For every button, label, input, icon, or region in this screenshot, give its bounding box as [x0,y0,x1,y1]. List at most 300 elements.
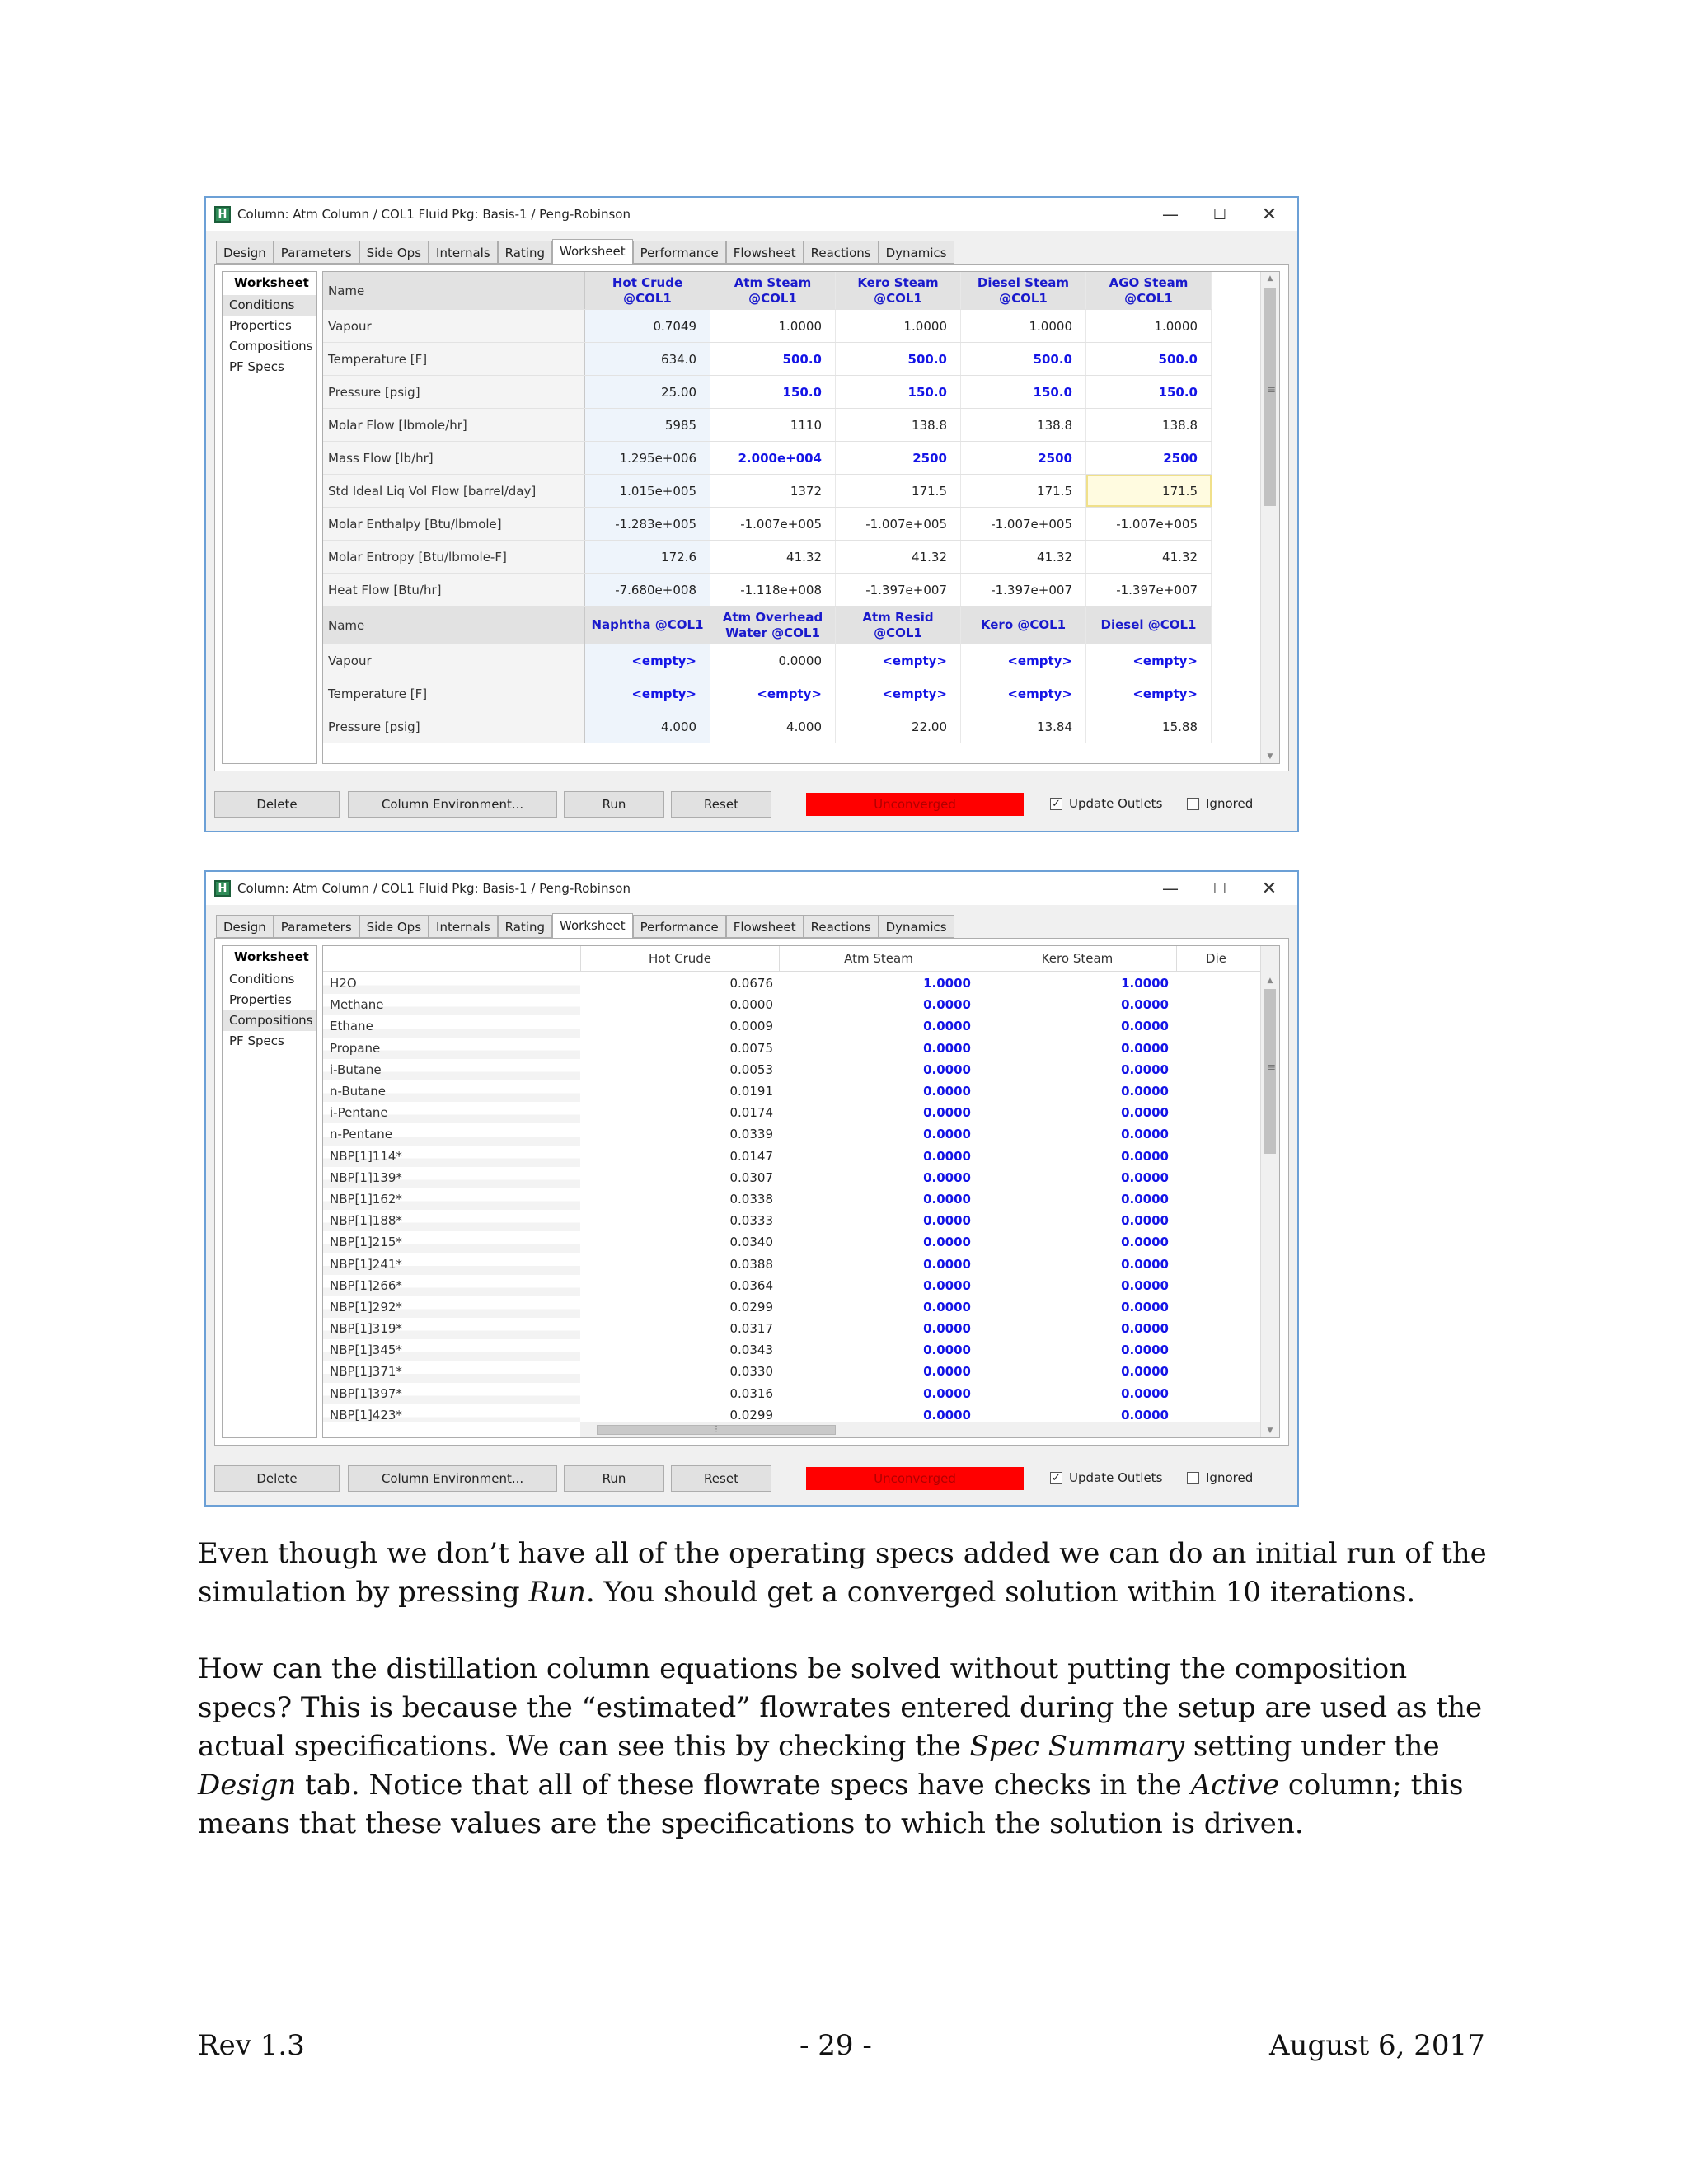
run-button[interactable]: Run [564,791,664,818]
compositions-header [323,946,1261,972]
value-cell[interactable]: 25.00 [585,376,710,408]
component-name: NBP[1]319* [323,1318,580,1339]
tab-rating[interactable]: Rating [498,241,552,264]
mole-fraction-cell[interactable]: 0.0340 [729,1235,773,1250]
nav-item-conditions[interactable]: Conditions [229,972,295,987]
table-row [323,644,1212,677]
ignored-checkbox[interactable] [1187,1470,1253,1485]
mole-fraction-cell[interactable]: 0.0000 [923,1105,971,1121]
hysys-app-icon: H [214,206,231,223]
mole-fraction-cell[interactable]: 0.0000 [1121,1191,1169,1207]
emphasis-design: Design [198,1769,297,1802]
value-cell[interactable]: -7.680e+008 [585,574,710,606]
mole-fraction-cell[interactable]: 0.0333 [729,1213,773,1229]
update-outlets-checkbox[interactable] [1050,796,1162,811]
horizontal-scroll-thumb[interactable]: ⋮ [597,1425,836,1435]
tab-performance[interactable]: Performance [633,241,726,264]
header-name-label: Name [323,272,585,309]
tab-flowsheet[interactable]: Flowsheet [726,915,804,938]
table-row [323,508,1212,541]
value-cell[interactable]: 2500 [1086,442,1212,474]
row-label: Std Ideal Liq Vol Flow [barrel/day] [323,475,585,507]
scroll-grip-icon: ≡ [1267,1062,1276,1074]
button-bar [214,791,1289,819]
vertical-scrollbar[interactable] [1260,272,1279,763]
mole-fraction-cell[interactable]: 0.0000 [923,1407,971,1422]
composition-row [323,1275,1261,1296]
status-badge: Unconverged [806,793,1024,816]
tab-flowsheet[interactable]: Flowsheet [726,241,804,264]
mole-fraction-cell[interactable]: 0.0338 [729,1191,773,1207]
mole-fraction-cell[interactable]: 0.0299 [729,1299,773,1315]
conditions-grid[interactable] [322,271,1280,764]
footer-page-number: - 29 - [799,2029,872,2062]
component-name: NBP[1]345* [323,1339,580,1361]
mole-fraction-cell[interactable]: 0.0316 [729,1385,773,1401]
mole-fraction-cell[interactable]: 0.0000 [1121,1213,1169,1229]
value-cell[interactable]: <empty> [961,644,1086,677]
ignored-label: Ignored [1206,796,1254,811]
mole-fraction-cell[interactable]: 0.0191 [729,1084,773,1099]
mole-fraction-cell[interactable]: 0.0000 [923,1256,971,1272]
nav-item-properties[interactable]: Properties [229,992,292,1007]
nav-header: Worksheet [234,275,309,290]
hysys-app-icon: H [214,880,231,897]
nav-item-compositions[interactable]: Compositions [229,339,313,354]
empty-checkbox-icon [1187,798,1199,810]
mole-fraction-cell[interactable]: 0.0000 [1121,1019,1169,1034]
component-name: Methane [323,994,580,1015]
scroll-thumb[interactable] [1264,288,1276,506]
mole-fraction-cell[interactable]: 0.0000 [1121,1235,1169,1250]
vertical-scrollbar[interactable] [1260,946,1279,1437]
window-title: Column: Atm Column / COL1 Fluid Pkg: Basis-1 / Peng-Robinson [237,881,631,896]
value-cell[interactable]: -1.397e+007 [836,574,961,606]
mole-fraction-cell[interactable]: 0.0000 [1121,1343,1169,1358]
table-row [323,574,1212,607]
component-name: n-Butane [323,1080,580,1102]
tab-strip [216,913,954,938]
value-cell[interactable]: 171.5 [961,475,1086,507]
component-name: NBP[1]215* [323,1231,580,1253]
value-cell[interactable]: 138.8 [836,409,961,441]
composition-row [323,972,1261,994]
table-row [323,710,1212,743]
composition-row [323,1318,1261,1339]
table-row [323,376,1212,409]
horizontal-scrollbar[interactable] [580,1422,1261,1437]
paragraph-spec-explanation [198,1650,1500,1844]
value-cell[interactable]: -1.397e+007 [1086,574,1212,606]
mole-fraction-cell[interactable]: 0.0339 [729,1127,773,1142]
table-row [323,541,1212,574]
tab-design[interactable]: Design [216,915,274,938]
table-row [323,677,1212,710]
worksheet-nav [222,271,317,764]
mole-fraction-cell[interactable]: 0.0000 [923,1364,971,1380]
tab-parameters[interactable]: Parameters [274,915,359,938]
mole-fraction-cell[interactable]: 0.0000 [1121,1040,1169,1056]
component-name: NBP[1]371* [323,1361,580,1382]
component-name: i-Pentane [323,1102,580,1123]
stream-column-header[interactable]: Atm Steam @COL1 [710,272,836,309]
component-name: NBP[1]114* [323,1146,580,1167]
value-cell[interactable]: 2500 [836,442,961,474]
nav-header: Worksheet [234,949,309,964]
nav-item-pf-specs[interactable]: PF Specs [229,359,284,374]
value-cell[interactable]: 13.84 [961,710,1086,743]
value-cell[interactable]: 2500 [961,442,1086,474]
mole-fraction-cell[interactable]: 0.0053 [729,1062,773,1077]
component-name: NBP[1]266* [323,1275,580,1296]
column-environment-button[interactable]: Column Environment... [348,1465,557,1492]
mole-fraction-cell[interactable]: 0.0364 [729,1277,773,1293]
mole-fraction-cell[interactable]: 0.0000 [923,1235,971,1250]
value-cell[interactable]: 4.000 [585,710,710,743]
mole-fraction-cell[interactable]: 0.0000 [923,1019,971,1034]
close-icon[interactable]: ✕ [1261,204,1278,225]
component-name: NBP[1]162* [323,1188,580,1210]
row-label: Temperature [F] [323,677,585,710]
mole-fraction-cell[interactable]: 0.0000 [923,1321,971,1337]
table-header-row [323,272,1212,310]
worksheet-nav [222,945,317,1438]
emphasis-active: Active [1190,1769,1280,1802]
stream-column-header[interactable]: Kero Steam @COL1 [836,272,961,309]
mole-fraction-cell[interactable]: 0.0000 [923,1062,971,1077]
mole-fraction-cell[interactable]: 0.0000 [923,1277,971,1293]
tab-rating[interactable]: Rating [498,915,552,938]
tab-performance[interactable]: Performance [633,915,726,938]
update-outlets-label: Update Outlets [1069,1470,1163,1485]
composition-row [323,1361,1261,1382]
minimize-icon[interactable]: — [1162,204,1179,224]
table-row [323,343,1212,376]
component-name: NBP[1]423* [323,1404,580,1422]
value-cell[interactable]: -1.007e+005 [961,508,1086,540]
scroll-grip-icon: ≡ [1267,384,1276,396]
mole-fraction-cell[interactable]: 0.0000 [1121,1148,1169,1164]
stream-column-header[interactable]: Kero @COL1 [961,607,1086,644]
mole-fraction-cell[interactable]: 0.0000 [923,997,971,1013]
table-header-row [323,607,1212,644]
value-cell[interactable]: -1.007e+005 [710,508,836,540]
checkmark-icon: ✓ [1050,798,1062,810]
conditions-table [323,272,1212,743]
component-name: n-Pentane [323,1123,580,1145]
mole-fraction-cell[interactable]: 0.0000 [923,1148,971,1164]
minimize-icon[interactable]: — [1162,879,1179,898]
value-cell[interactable]: -1.397e+007 [961,574,1086,606]
mole-fraction-cell[interactable]: 0.0000 [923,1084,971,1099]
tab-design[interactable]: Design [216,241,274,264]
mole-fraction-cell[interactable]: 0.0000 [1121,1299,1169,1315]
value-cell[interactable]: <empty> [585,677,710,710]
column-window-compositions [204,870,1299,1507]
value-cell[interactable]: 172.6 [585,541,710,573]
title-bar [206,198,1297,231]
run-button[interactable]: Run [564,1465,664,1492]
mole-fraction-cell[interactable]: 1.0000 [923,976,971,991]
mole-fraction-cell[interactable]: 0.0075 [729,1040,773,1056]
row-label: Pressure [psig] [323,710,585,743]
scroll-down-icon[interactable]: ▼ [1267,1427,1273,1435]
value-cell[interactable]: 634.0 [585,343,710,375]
delete-button[interactable]: Delete [214,1465,340,1492]
value-cell[interactable]: 15.88 [1086,710,1212,743]
table-row [323,442,1212,475]
mole-fraction-cell[interactable]: 0.0343 [729,1343,773,1358]
value-cell[interactable]: 150.0 [836,376,961,408]
paragraph-text: How can the distillation column equations be solved without putting the composition specs? This is because the “estimated” flowrates entered during the setup are used as the actual specifications. We can see this by checking the [198,1652,1483,1763]
mole-fraction-cell[interactable]: 0.0299 [729,1407,773,1422]
footer-date: August 6, 2017 [1269,2029,1485,2062]
stream-column-header[interactable]: Diesel Steam @COL1 [961,272,1086,309]
composition-row [323,1188,1261,1210]
mole-fraction-cell[interactable]: 0.0000 [1121,1062,1169,1077]
value-cell[interactable]: 1.0000 [836,310,961,342]
stream-column-header[interactable]: Hot Crude @COL1 [585,272,710,309]
tab-reactions[interactable]: Reactions [804,915,879,938]
compositions-table [323,972,1261,1422]
mole-fraction-cell[interactable]: 0.0000 [923,1385,971,1401]
value-cell[interactable]: <empty> [1086,644,1212,677]
mole-fraction-cell[interactable]: 0.0000 [1121,1169,1169,1185]
value-cell[interactable]: 150.0 [710,376,836,408]
composition-row [323,1383,1261,1404]
mole-fraction-cell[interactable]: 0.0174 [729,1105,773,1121]
value-cell[interactable]: 150.0 [1086,376,1212,408]
mole-fraction-cell[interactable]: 0.0000 [1121,1321,1169,1337]
component-name: NBP[1]139* [323,1167,580,1188]
tab-strip [216,239,954,264]
maximize-icon[interactable]: ☐ [1212,879,1227,898]
mole-fraction-cell[interactable]: 0.0676 [729,976,773,991]
scroll-up-icon[interactable]: ▲ [1267,977,1273,985]
value-cell[interactable]: 500.0 [1086,343,1212,375]
value-cell[interactable]: 1110 [710,409,836,441]
value-cell[interactable]: 1.0000 [961,310,1086,342]
mole-fraction-cell[interactable]: 0.0307 [729,1169,773,1185]
paragraph-run [198,1535,1500,1612]
column-window-conditions [204,196,1299,832]
emphasis-run: Run [528,1576,586,1609]
tab-internals[interactable]: Internals [429,241,498,264]
value-cell[interactable]: <empty> [836,644,961,677]
composition-row [323,1015,1261,1037]
mole-fraction-cell[interactable]: 0.0388 [729,1256,773,1272]
value-cell[interactable]: 1.0000 [710,310,836,342]
nav-item-conditions[interactable]: Conditions [223,295,316,316]
mole-fraction-cell[interactable]: 0.0000 [1121,1127,1169,1142]
update-outlets-checkbox[interactable] [1050,1470,1162,1485]
row-label: Molar Enthalpy [Btu/lbmole] [323,508,585,540]
component-name: Propane [323,1038,580,1059]
paragraph-text: setting under the [1184,1730,1440,1763]
composition-row [323,1167,1261,1188]
mole-fraction-cell[interactable]: 1.0000 [1121,976,1169,991]
value-cell[interactable]: <empty> [710,677,836,710]
tab-worksheet[interactable]: Worksheet [552,913,633,940]
value-cell[interactable]: -1.007e+005 [1086,508,1212,540]
mole-fraction-cell[interactable]: 0.0000 [1121,1105,1169,1121]
mole-fraction-cell[interactable]: 0.0317 [729,1321,773,1337]
value-cell[interactable]: 0.0000 [710,644,836,677]
value-cell[interactable]: 138.8 [1086,409,1212,441]
mole-fraction-cell[interactable]: 0.0000 [1121,1084,1169,1099]
mole-fraction-cell[interactable]: 0.0000 [1121,1407,1169,1422]
button-bar [214,1465,1289,1493]
column-environment-button[interactable]: Column Environment... [348,791,557,818]
value-cell[interactable]: 171.5 [1086,475,1212,507]
value-cell[interactable]: 1372 [710,475,836,507]
paragraph-text: column; this means that these values are the specifications to which the solution is driven. [198,1769,1464,1840]
composition-row [323,1059,1261,1080]
component-name: NBP[1]292* [323,1296,580,1318]
tab-parameters[interactable]: Parameters [274,241,359,264]
composition-row [323,1339,1261,1361]
stream-column-header[interactable]: Diesel @COL1 [1086,607,1212,644]
mole-fraction-cell[interactable]: 0.0000 [923,1127,971,1142]
ignored-label: Ignored [1206,1470,1254,1485]
compositions-grid[interactable] [322,945,1280,1438]
value-cell[interactable]: 41.32 [961,541,1086,573]
status-badge: Unconverged [806,1467,1024,1490]
composition-row [323,1102,1261,1123]
value-cell[interactable]: -1.283e+005 [585,508,710,540]
composition-row [323,1231,1261,1253]
component-name: H2O [323,972,580,994]
mole-fraction-cell[interactable]: 0.0000 [729,997,773,1013]
scroll-down-icon[interactable]: ▼ [1267,752,1273,761]
empty-checkbox-icon [1187,1472,1199,1484]
checkmark-icon: ✓ [1050,1472,1062,1484]
reset-button[interactable]: Reset [671,1465,771,1492]
composition-row [323,994,1261,1015]
row-label: Vapour [323,644,585,677]
composition-row [323,1296,1261,1318]
value-cell[interactable]: 171.5 [836,475,961,507]
paragraph-text: Even though we don’t have all of the operating specs added we can do an initial run of the simulation by pressing [198,1537,1487,1609]
value-cell[interactable]: 5985 [585,409,710,441]
nav-item-pf-specs[interactable]: PF Specs [229,1033,284,1048]
mole-fraction-cell[interactable]: 0.0000 [923,1299,971,1315]
row-label: Pressure [psig] [323,376,585,408]
row-label: Vapour [323,310,585,342]
value-cell[interactable]: 1.015e+005 [585,475,710,507]
column-header-hot-crude: Hot Crude [581,946,780,971]
reset-button[interactable]: Reset [671,791,771,818]
nav-item-compositions[interactable]: Compositions [223,1010,316,1031]
maximize-icon[interactable]: ☐ [1212,205,1227,223]
tab-dynamics[interactable]: Dynamics [879,915,954,938]
table-row [323,310,1212,343]
ignored-checkbox[interactable] [1187,796,1253,811]
value-cell[interactable]: 41.32 [1086,541,1212,573]
emphasis-spec-summary: Spec Summary [969,1730,1185,1763]
value-cell[interactable]: 4.000 [710,710,836,743]
row-label: Heat Flow [Btu/hr] [323,574,585,606]
stream-column-header[interactable]: AGO Steam @COL1 [1086,272,1212,309]
nav-item-properties[interactable]: Properties [229,318,292,333]
composition-row [323,1080,1261,1102]
value-cell[interactable]: <empty> [585,644,710,677]
footer-revision: Rev 1.3 [198,2029,305,2062]
value-cell[interactable]: 2.000e+004 [710,442,836,474]
mole-fraction-cell[interactable]: 0.0000 [923,1169,971,1185]
tab-worksheet[interactable]: Worksheet [552,239,633,265]
stream-column-header[interactable]: Atm Overhead Water @COL1 [710,607,836,644]
value-cell[interactable]: <empty> [836,677,961,710]
mole-fraction-cell[interactable]: 0.0000 [1121,1364,1169,1380]
tab-internals[interactable]: Internals [429,915,498,938]
tab-reactions[interactable]: Reactions [804,241,879,264]
close-icon[interactable]: ✕ [1261,878,1278,899]
mole-fraction-cell[interactable]: 0.0000 [923,1191,971,1207]
tab-side-ops[interactable]: Side Ops [359,241,429,264]
value-cell[interactable]: 22.00 [836,710,961,743]
component-name: i-Butane [323,1059,580,1080]
mole-fraction-cell[interactable]: 0.0000 [1121,1277,1169,1293]
value-cell[interactable]: -1.007e+005 [836,508,961,540]
header-blank [323,946,581,971]
worksheet-panel [214,264,1289,771]
mole-fraction-cell[interactable]: 0.0000 [1121,997,1169,1013]
mole-fraction-cell[interactable]: 0.0000 [923,1213,971,1229]
tab-side-ops[interactable]: Side Ops [359,915,429,938]
value-cell[interactable]: 138.8 [961,409,1086,441]
component-name: NBP[1]397* [323,1383,580,1404]
value-cell[interactable]: 0.7049 [585,310,710,342]
mole-fraction-cell[interactable]: 0.0147 [729,1148,773,1164]
tab-dynamics[interactable]: Dynamics [879,241,954,264]
title-bar [206,872,1297,905]
value-cell[interactable]: 41.32 [710,541,836,573]
update-outlets-label: Update Outlets [1069,796,1163,811]
value-cell[interactable]: 1.295e+006 [585,442,710,474]
value-cell[interactable]: 500.0 [710,343,836,375]
paragraph-text: tab. Notice that all of these flowrate specs have checks in the [296,1769,1191,1802]
stream-column-header[interactable]: Atm Resid @COL1 [836,607,961,644]
column-header-diesel-truncated: Die [1206,951,1226,966]
paragraph-text: . You should get a converged solution within 10 iterations. [585,1576,1416,1609]
component-name: NBP[1]241* [323,1253,580,1274]
scroll-up-icon[interactable]: ▲ [1267,274,1273,283]
value-cell[interactable]: 41.32 [836,541,961,573]
value-cell[interactable]: 500.0 [836,343,961,375]
column-header-atm-steam: Atm Steam [780,946,978,971]
delete-button[interactable]: Delete [214,791,340,818]
mole-fraction-cell[interactable]: 0.0000 [923,1343,971,1358]
stream-column-header[interactable]: Naphtha @COL1 [585,607,710,644]
window-title: Column: Atm Column / COL1 Fluid Pkg: Basis-1 / Peng-Robinson [237,207,631,222]
value-cell[interactable]: -1.118e+008 [710,574,836,606]
composition-row [323,1123,1261,1145]
value-cell[interactable]: 500.0 [961,343,1086,375]
mole-fraction-cell[interactable]: 0.0000 [1121,1256,1169,1272]
mole-fraction-cell[interactable]: 0.0000 [923,1040,971,1056]
value-cell[interactable]: <empty> [1086,677,1212,710]
mole-fraction-cell[interactable]: 0.0330 [729,1364,773,1380]
value-cell[interactable]: 1.0000 [1086,310,1212,342]
composition-row [323,1210,1261,1231]
value-cell[interactable]: <empty> [961,677,1086,710]
value-cell[interactable]: 150.0 [961,376,1086,408]
row-label: Molar Entropy [Btu/lbmole-F] [323,541,585,573]
mole-fraction-cell[interactable]: 0.0000 [1121,1385,1169,1401]
table-row [323,475,1212,508]
mole-fraction-cell[interactable]: 0.0009 [729,1019,773,1034]
